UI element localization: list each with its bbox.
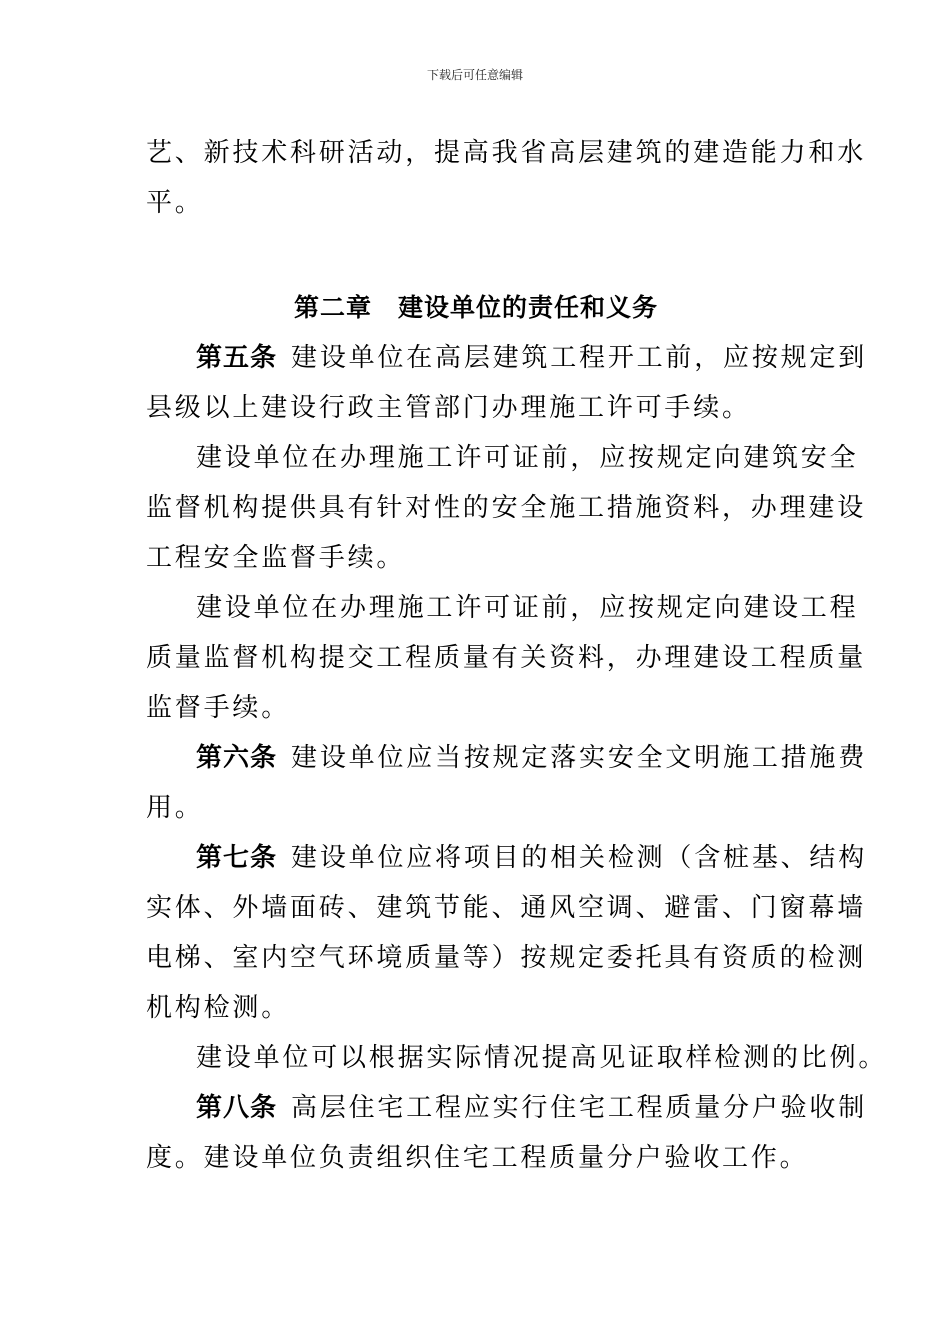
page-header: 下载后可任意编辑 xyxy=(426,68,523,82)
article-7-para-2-line-1: 建设单位可以根据实际情况提高见证取样检测的比例。 xyxy=(196,1043,888,1073)
article-5-label: 第五条 xyxy=(196,343,278,373)
article-5-para-2-line-2: 监督机构提供具有针对性的安全施工措施资料，办理建设 xyxy=(146,493,867,523)
article-7-label: 第七条 xyxy=(196,843,278,873)
article-5-line-2: 县级以上建设行政主管部门办理施工许可手续。 xyxy=(146,393,751,423)
chapter-title: 第二章 建设单位的责任和义务 xyxy=(293,293,658,322)
section-gap xyxy=(146,228,806,283)
article-6-label: 第六条 xyxy=(196,743,278,773)
article-5-para-2-line-1: 建设单位在办理施工许可证前，应按规定向建筑安全 xyxy=(196,443,859,473)
article-6-line-1 xyxy=(146,733,868,783)
intro-line-1: 艺、新技术科研活动，提高我省高层建筑的建造能力和水 xyxy=(146,138,867,168)
article-7-line-3: 电梯、室内空气环境质量等）按规定委托具有资质的检测 xyxy=(146,943,867,973)
intro-line-2: 平。 xyxy=(146,188,204,218)
article-5-para-2-line-3: 工程安全监督手续。 xyxy=(146,543,406,573)
article-7-line-2: 实体、外墙面砖、建筑节能、通风空调、避雷、门窗幕墙 xyxy=(146,893,867,923)
article-7-line-1 xyxy=(146,833,868,883)
article-7-line-4: 机构检测。 xyxy=(146,993,291,1023)
article-5-para-3-line-3: 监督手续。 xyxy=(146,693,291,723)
article-8-text: 高层住宅工程应实行住宅工程质量分户验收制 xyxy=(291,1093,868,1123)
article-6-line-2: 用。 xyxy=(146,793,204,823)
article-7-text: 建设单位应将项目的相关检测（含桩基、结构 xyxy=(291,843,868,873)
article-8-label: 第八条 xyxy=(196,1093,278,1123)
article-5-line-1 xyxy=(146,333,868,383)
article-5-para-3-line-2: 质量监督机构提交工程质量有关资料，办理建设工程质量 xyxy=(146,643,867,673)
article-5-text: 建设单位在高层建筑工程开工前，应按规定到 xyxy=(291,343,868,373)
article-6-text: 建设单位应当按规定落实安全文明施工措施费 xyxy=(291,743,868,773)
article-8-line-2: 度。建设单位负责组织住宅工程质量分户验收工作。 xyxy=(146,1143,809,1173)
article-8-line-1 xyxy=(146,1083,868,1133)
article-5-para-3-line-1: 建设单位在办理施工许可证前，应按规定向建设工程 xyxy=(196,593,859,623)
document-body xyxy=(146,128,888,1183)
